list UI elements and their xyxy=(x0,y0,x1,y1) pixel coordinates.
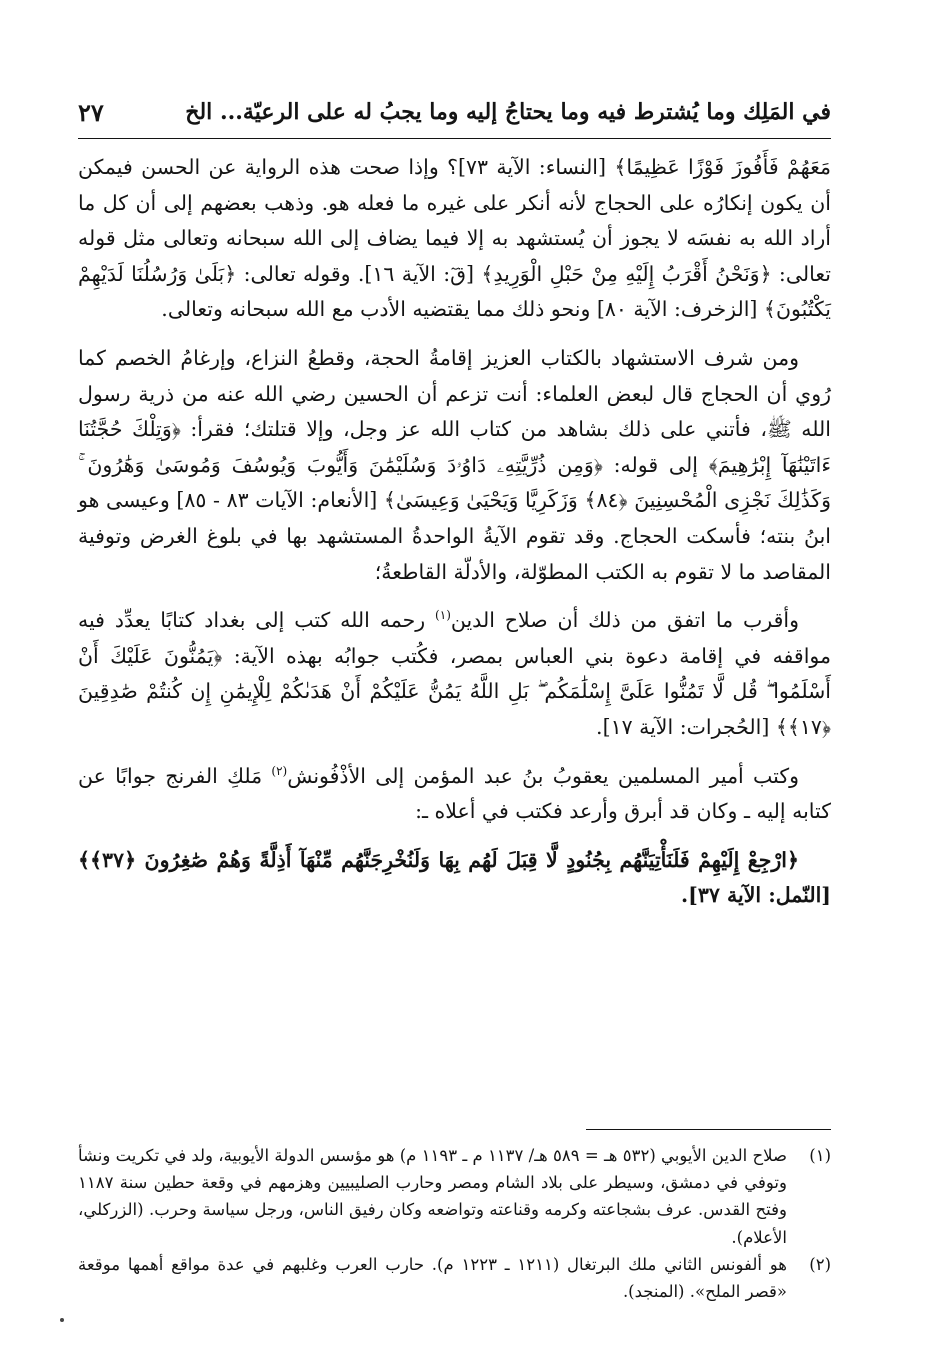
header-rule xyxy=(78,138,831,139)
footnote-ref-2[interactable]: (٢) xyxy=(271,763,288,778)
paragraph-2: ومن شرف الاستشهاد بالكتاب العزيز إقامةُ الحجة، وقطعُ النزاع، وإرغامُ الخصم كما رُوي أن الحجاج قال لبعض العلماء: أنت تزعم أن الحسين رضي الله عنه من ذرية رسول الله ﷺ، فأتني على ذلك بشاهد من كتاب الله عز وجل، وإلا قتلتك؛ فقرأ: ﴿وَتِلْكَ حُجَّتُنَا ءَاتَيْنَٰهَآ إِبْرَٰهِيمَ﴾ إلى قوله: ﴿وَمِن ذُرِّيَّتِهِۦ دَاوُۥدَ وَسُلَيْمَٰنَ وَأَيُّوبَ وَيُوسُفَ وَمُوسَىٰ وَهَٰرُونَ ۚ وَكَذَٰلِكَ نَجْزِى الْمُحْسِنِينَ ﴿٨٤﴾ وَزَكَرِيَّا وَيَحْيَىٰ وَعِيسَىٰ﴾ [الأنعام: الآيات ٨٣ - ٨٥] وعيسى هو ابنُ بنته؛ فأسكت الحجاج. وقد تقوم الآيةُ الواحدةُ المستشهد بها في بلوغ الغرض وتوفية المقاصد ما لا تقوم به الكتب المطوّلة، والأدلّة القاطعةُ؛ xyxy=(78,345,831,584)
footnote-number: (٢) xyxy=(809,1254,831,1274)
footnote-ref-1[interactable]: (١) xyxy=(435,608,451,623)
footnote-text: هو ألفونس الثاني ملك البرتغال (١٢١١ ـ ١٢٢٣ م). حارب العرب وغلبهم في عدة مواقع أهمها موقعة «قصر الملح». (المنجد). xyxy=(78,1254,787,1302)
running-header xyxy=(78,92,831,132)
paragraph-4-text-a: وكتب أمير المسلمين يعقوبُ بنُ عبد المؤمن إلى الأذْفُونش xyxy=(287,763,799,788)
footnote-number: (١) xyxy=(809,1146,831,1165)
page-number: ٢٧ xyxy=(78,97,104,127)
footnote-1 xyxy=(78,1142,831,1251)
footnotes xyxy=(78,1142,831,1305)
paragraph-3 xyxy=(78,603,831,745)
paragraph-1: مَعَهُمْ فَأَفُوزَ فَوْزًا عَظِيمًا﴾ [النساء: الآية ٧٣]؟ وإذا صحت هذه الرواية عن الحسن فيمكن أن يكون إنكارُه على الحجاج لأنه أنكر على غيره ما فعله هو. وذهب بعضهم إلى أن كل ما أراد الله به نفسَه لا يجوز أن يُستشهد به إلا فيما يضاف إلى الله سبحانه وتعالى مثل قوله تعالى: ﴿وَنَحْنُ أَقْرَبُ إِلَيْهِ مِنْ حَبْلِ الْوَرِيدِ﴾ [قٓ: الآية ١٦]. وقوله تعالى: ﴿بَلَىٰ وَرُسُلُنَا لَدَيْهِمْ يَكْتُبُونَ﴾ [الزخرف: الآية ٨٠] ونحو ذلك مما يقتضيه الأدب مع الله سبحانه وتعالى. xyxy=(78,155,831,322)
main-text xyxy=(78,150,831,914)
footnote-text: صلاح الدين الأيوبي (٥٣٢ هـ = ٥٨٩ هـ/ ١١٣٧ م ـ ١١٩٣ م) هو مؤسس الدولة الأيوبية، ولد في تكريت ونشأ وتوفي في دمشق، وسيطر على بلاد الشام ومصر وحارب الصليبيين وهزمهم في وقعة حطين سنة ١١٨٧ وفتح القدس. عرف بشجاعته وكرمه وقناعته وتواضعه وكان رفيق الناس، ورجل سياسة وحرب. (الزركلي، الأعلام). xyxy=(78,1146,787,1247)
scan-dot xyxy=(60,1318,64,1322)
paragraph-4 xyxy=(78,759,831,830)
paragraph-3-text-b: رحمه الله كتب إلى بغداد كتابًا يعدِّد فيه مواقفه في إقامة دعوة بني العباس بمصر، فكُتب جوابُه بهذه الآية: ﴿يَمُنُّونَ عَلَيْكَ أَنْ أَسْلَمُوا ۖ قُل لَّا تَمُنُّوا عَلَىَّ إِسْلَٰمَكُم ۖ بَلِ اللَّهُ يَمُنُّ عَلَيْكُمْ أَنْ هَدَىٰكُمْ لِلْإِيمَٰنِ إِن كُنتُمْ صَٰدِقِينَ ﴿١٧﴾﴾ [الحُجرات: الآية ١٧]. xyxy=(78,608,831,739)
quran-quote: ﴿ارْجِعْ إِلَيْهِمْ فَلَنَأْتِيَنَّهُم بِجُنُودٍ لَّا قِبَلَ لَهُم بِهَا وَلَنُخْرِجَنَّهُم مِّنْهَآ أَذِلَّةً وَهُمْ صَٰغِرُونَ ﴿٣٧﴾﴾ [النّمل: الآية ٣٧]. xyxy=(78,847,831,908)
footnote-2 xyxy=(78,1251,831,1305)
footnote-rule xyxy=(586,1129,831,1130)
running-header-title: في المَلِك وما يُشترط فيه وما يحتاجُ إليه وما يجبُ له على الرعيّة... الخ xyxy=(185,99,831,125)
paragraph-4-text-b: مَلكِ الفرنج جوابًا عن كتابه إليه ـ وكان قد أبرق وأرعد فكتب في أعلاه ـ: xyxy=(78,763,831,824)
paragraph-3-text-a: وأقرب ما اتفق من ذلك أن صلاح الدين xyxy=(450,608,799,633)
